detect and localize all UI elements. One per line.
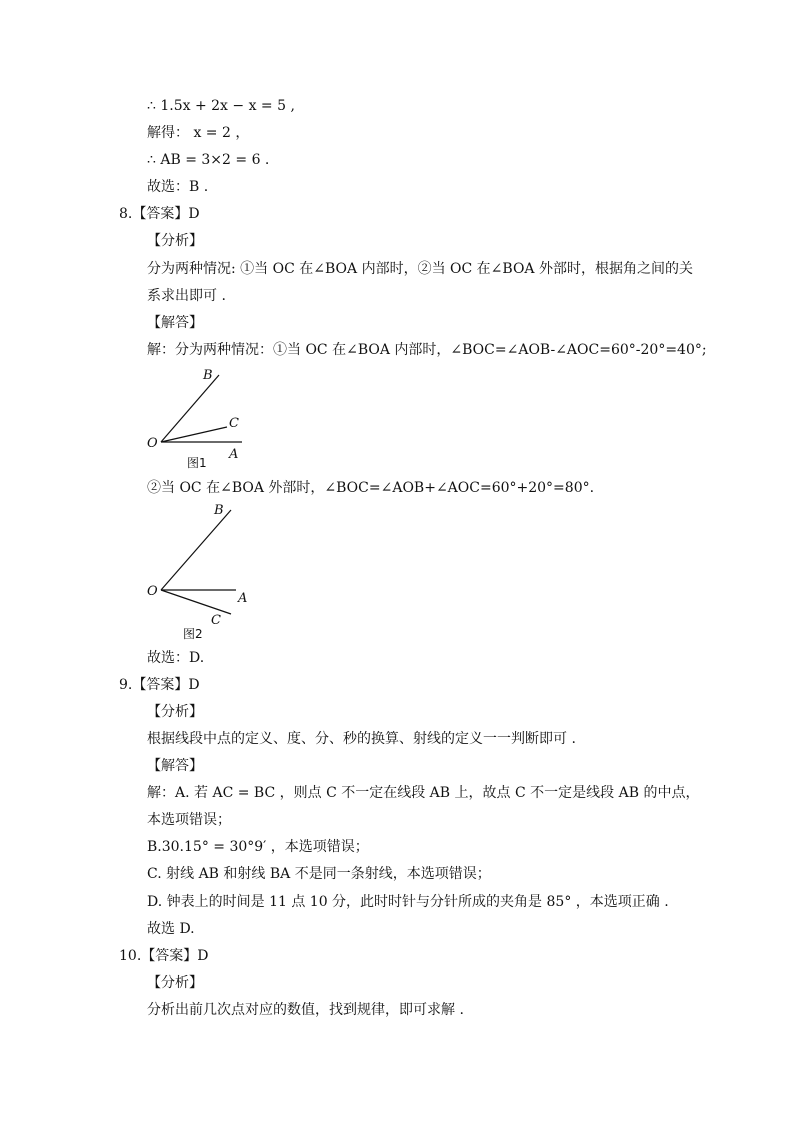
q8-case-2: ②当 OC 在∠BOA 外部时，∠BOC=∠AOB+∠AOC=60°+20°=80°. [147, 480, 595, 496]
q7-solve-line: 解得： x = 2 ， [147, 125, 250, 141]
fig2-label-a: A [238, 591, 248, 606]
q9-answer-header: 9.【答案】D [119, 677, 200, 693]
fig2-label-b: B [214, 503, 224, 518]
fig2-caption: 图2 [183, 627, 203, 641]
q9-solution-label: 【解答】 [147, 758, 203, 774]
q7-choice: 故选：B . [147, 179, 209, 195]
q8-analysis-line-2: 系求出即可 . [147, 288, 226, 304]
fig2-ray-oc [161, 590, 231, 614]
q8-solution-label: 【解答】 [147, 315, 203, 331]
fig2-label-o: O [147, 584, 158, 599]
q9-option-c: C. 射线 AB 和射线 BA 不是同一条射线，本选项错误； [147, 866, 491, 882]
q9-option-a-line-2: 本选项错误； [147, 812, 231, 828]
q8-case-1: 解：分为两种情况：①当 OC 在∠BOA 内部时，∠BOC=∠AOB-∠AOC=60°-20°=40°; [147, 342, 707, 358]
q8-choice: 故选：D. [147, 650, 205, 666]
q10-analysis: 分析出前几次点对应的数值，找到规律，即可求解 . [147, 1002, 464, 1018]
fig1-label-o: O [147, 436, 158, 451]
q9-option-a-line-1: 解：A. 若 AC = BC ，则点 C 不一定在线段 AB 上，故点 C 不一定是线段 AB 的中点， [147, 785, 700, 801]
q9-choice: 故选 D. [147, 921, 195, 937]
fig1-label-c: C [229, 416, 239, 431]
fig1-caption: 图1 [187, 456, 207, 470]
q7-equation-1: ∴ 1.5x + 2x − x = 5 , [147, 98, 295, 114]
fig1-label-a: A [229, 447, 239, 462]
q9-option-d: D. 钟表上的时间是 11 点 10 分，此时时针与分针所成的夹角是 85° ，本选项正确 . [147, 894, 669, 910]
q8-analysis-label: 【分析】 [147, 233, 203, 249]
q9-analysis-label: 【分析】 [147, 704, 203, 720]
q8-analysis-line-1: 分为两种情况: ①当 OC 在∠BOA 内部时，②当 OC 在∠BOA 外部时，根据角之间的关 [147, 261, 693, 277]
q8-answer-header: 8.【答案】D [119, 206, 200, 222]
fig2-ray-ob [161, 510, 231, 590]
q9-analysis: 根据线段中点的定义、度、分、秒的换算、射线的定义一一判断即可 . [147, 731, 576, 747]
fig1-label-b: B [203, 368, 213, 383]
fig2-label-c: C [211, 613, 221, 628]
q7-equation-2: ∴ AB = 3×2 = 6 . [147, 152, 270, 168]
q10-analysis-label: 【分析】 [147, 975, 203, 991]
q10-answer-header: 10.【答案】D [119, 948, 209, 964]
q9-option-b: B.30.15° = 30°9′ ，本选项错误； [147, 839, 369, 855]
